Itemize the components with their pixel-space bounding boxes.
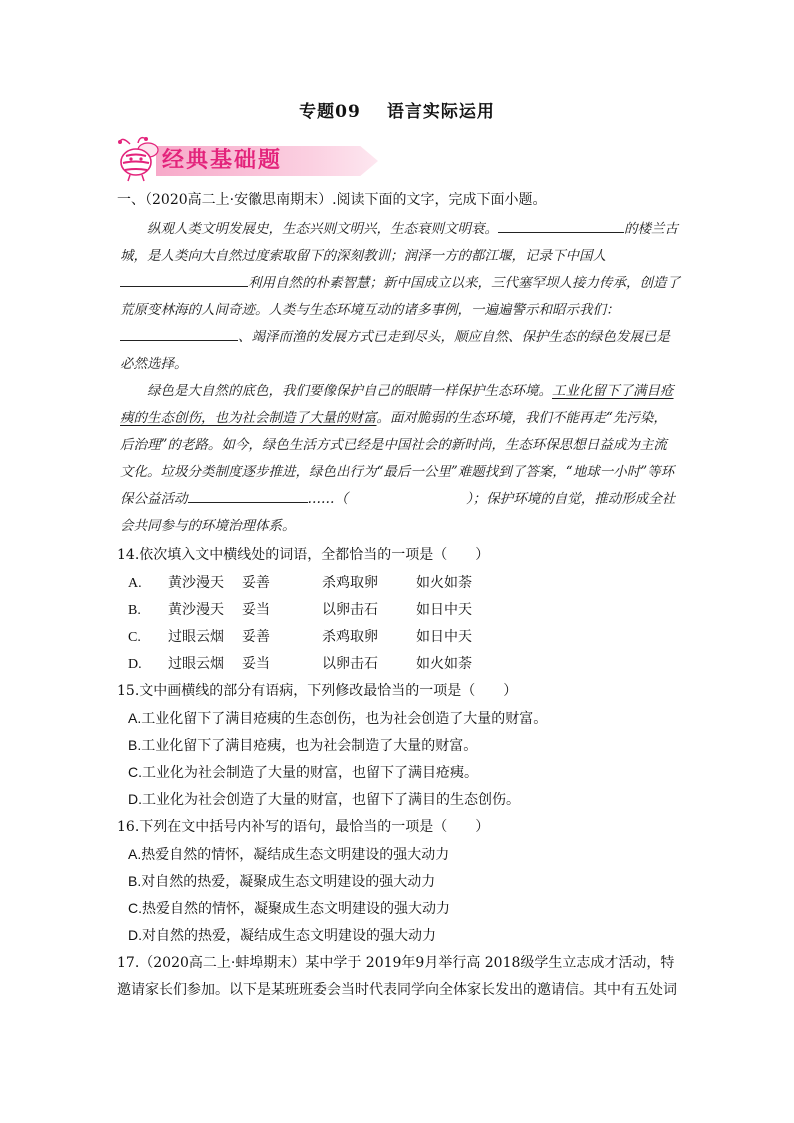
question-17-line-1: 17.（2020高二上·蚌埠期末）某中学于 2019年9月举行高 2018级学生立志成才活动，特 <box>117 955 675 971</box>
fill-blank-4[interactable] <box>188 488 308 503</box>
passage-text: ……（ <box>307 491 348 507</box>
q16-option-a[interactable]: A.热爱自然的情怀，凝结成生态文明建设的强大动力 <box>128 846 450 862</box>
option-word: 如日中天 <box>416 601 472 617</box>
title-topic-name: 语言实际运用 <box>386 102 495 122</box>
option-word: 以卵击石 <box>322 601 378 617</box>
passage-text: 纵观人类文明发展史，生态兴则文明兴，生态衰则文明衰。 <box>147 221 498 237</box>
fill-blank-2[interactable] <box>120 272 248 287</box>
q16-option-d[interactable]: D.对自然的热爱，凝结成生态文明建设的强大动力 <box>128 927 436 943</box>
option-word: 过眼云烟 <box>168 655 224 671</box>
option-letter: D. <box>128 657 142 672</box>
option-word: 如火如荼 <box>416 574 472 590</box>
question-16-stem: 16.下列在文中括号内补写的语句，最恰当的一项是（ ） <box>117 819 490 835</box>
fill-blank-1[interactable] <box>498 218 624 233</box>
option-word: 如火如荼 <box>416 655 472 671</box>
q16-option-b[interactable]: B.对自然的热爱，凝聚成生态文明建设的强大动力 <box>128 873 436 889</box>
option-word: 妥善 <box>242 628 270 644</box>
option-word: 黄沙漫天 <box>168 601 224 617</box>
page-title <box>0 97 794 122</box>
passage-text: 绿色是大自然的底色，我们要像保护自己的眼睛一样保护生态环境。 <box>147 383 552 399</box>
passage-text: ）；保护环境的自觉，推动形成全社会共同参与的环境治理体系。 <box>120 491 676 534</box>
title-topic-number: 专题09 <box>299 102 361 122</box>
option-word: 杀鸡取卵 <box>322 628 378 644</box>
question-17-line-2: 邀请家长们参加。以下是某班班委会当时代表同学向全体家长发出的邀请信。其中有五处词 <box>117 982 677 998</box>
option-letter: C. <box>128 630 141 645</box>
passage-text: 利用自然的朴素智慧；新中国成立以来，三代塞罕坝人接力传承，创造了荒原变林海的人间奇迹。人类与生态环境互动的诸多事例，一遍遍警示和昭示我们： <box>120 275 680 318</box>
q15-option-c[interactable]: C.工业化为社会制造了大量的财富，也留下了满目疮痍。 <box>128 764 478 780</box>
option-word: 妥当 <box>242 655 270 671</box>
section-banner <box>116 134 378 184</box>
q14-option-d[interactable] <box>128 653 472 675</box>
question-14-stem: 14.依次填入文中横线处的词语，全都恰当的一项是（ ） <box>117 547 490 563</box>
option-word: 如日中天 <box>416 628 472 644</box>
passage-text: 。面对脆弱的生态环境，我们不能再走“先污染，后治理”的老路。如今，绿色生活方式已经是中国社会的新时尚，生态环保思想日益成为主流文化。垃圾分类制度逐步推进，绿色出行为“最后一公里”难题找到了答案，“地球一小时”等环保公益活动 <box>120 410 675 507</box>
q14-option-a[interactable] <box>128 572 472 594</box>
q14-option-b[interactable] <box>128 599 472 621</box>
option-word: 妥善 <box>242 574 270 590</box>
option-word: 过眼云烟 <box>168 628 224 644</box>
option-word: 妥当 <box>242 601 270 617</box>
fill-blank-3[interactable] <box>120 326 238 341</box>
reading-passage <box>120 216 680 540</box>
q14-option-c[interactable] <box>128 626 472 648</box>
question-intro: 一、（2020高二上·安徽思南期末）.阅读下面的文字，完成下面小题。 <box>117 192 547 208</box>
q15-option-b[interactable]: B.工业化留下了满目疮痍，也为社会制造了大量的财富。 <box>128 737 478 753</box>
underlined-sentence: 工业化留下了满目疮痍的生态创伤，也为社会制造了大量的财富 <box>120 383 674 426</box>
q15-option-d[interactable]: D.工业化为社会创造了大量的财富，也留下了满目的生态创伤。 <box>128 791 520 807</box>
passage-text: 的楼兰古城，是人类向大自然过度索取留下的深刻教训；润泽一方的都江堰，记录下中国人 <box>120 221 678 264</box>
option-word: 黄沙漫天 <box>168 574 224 590</box>
bee-icon <box>116 134 164 184</box>
option-letter: A. <box>128 576 142 591</box>
passage-paragraph-2 <box>120 378 680 540</box>
banner-label: 经典基础题 <box>162 148 283 173</box>
option-word: 杀鸡取卵 <box>322 574 378 590</box>
passage-text: 、竭泽而渔的发展方式已走到尽头，顺应自然、保护生态的绿色发展已是必然选择。 <box>120 329 670 372</box>
option-word: 以卵击石 <box>322 655 378 671</box>
q16-option-c[interactable]: C.热爱自然的情怀，凝聚成生态文明建设的强大动力 <box>128 900 450 916</box>
passage-paragraph-1 <box>120 216 680 378</box>
question-15-stem: 15.文中画横线的部分有语病，下列修改最恰当的一项是（ ） <box>117 683 518 699</box>
q15-option-a[interactable]: A.工业化留下了满目疮痍的生态创伤，也为社会创造了大量的财富。 <box>128 710 548 726</box>
option-letter: B. <box>128 603 141 618</box>
